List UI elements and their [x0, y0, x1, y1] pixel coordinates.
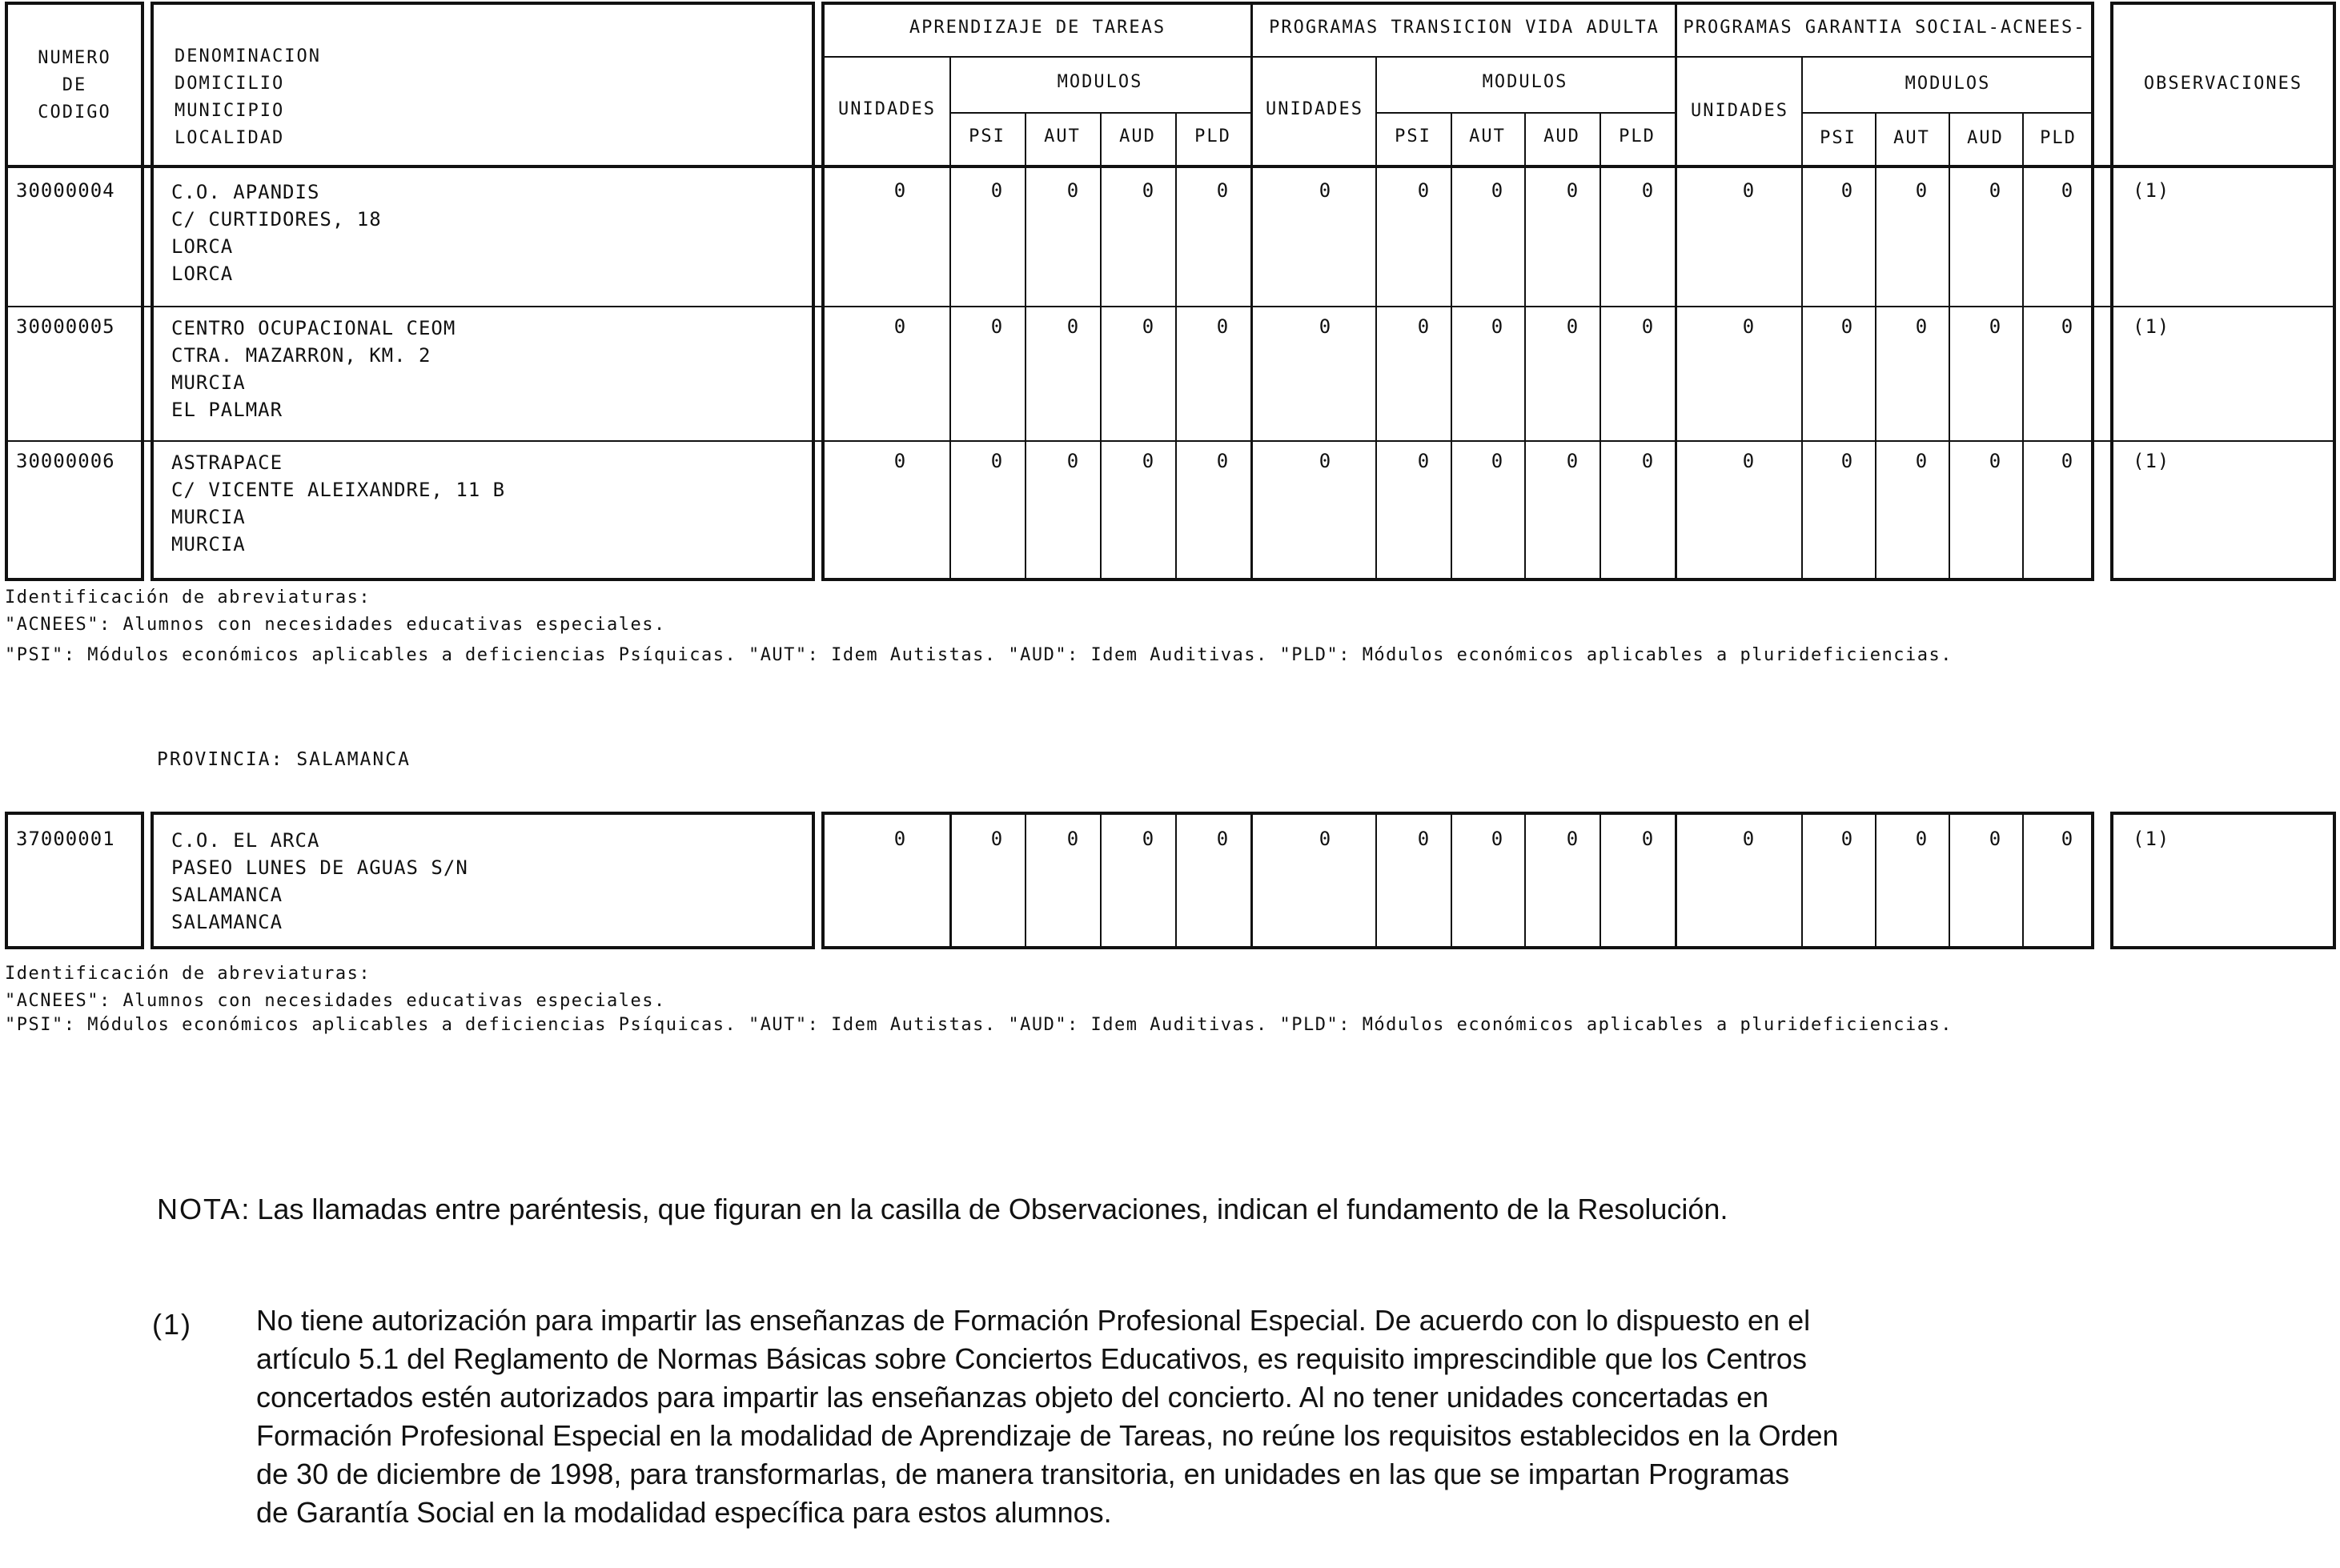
row-detail-line: MURCIA [171, 533, 246, 555]
row-value: 0 [1840, 179, 1853, 202]
module-col-divider [1875, 112, 1876, 581]
row-separator [5, 306, 2336, 307]
footnote-line: artículo 5.1 del Reglamento de Normas Básicas sobre Conciertos Educativos, es requisito imprescindible que los Centros [256, 1342, 1807, 1375]
module-col-divider [1451, 112, 1452, 581]
row-detail-line: ASTRAPACE [171, 451, 283, 474]
row-value: 0 [1491, 828, 1503, 850]
row-codigo: 30000006 [16, 450, 115, 472]
row-value: 0 [990, 179, 1003, 202]
row-detail-line: SALAMANCA [171, 884, 283, 906]
header-modulos: MODULOS [1905, 74, 1991, 94]
row-value: 0 [1989, 179, 2001, 202]
header-aut: AUT [1469, 126, 1506, 146]
row-value: 0 [1742, 450, 1755, 472]
row-value: 0 [1417, 315, 1430, 338]
row-observaciones: (1) [2133, 450, 2170, 472]
row-value: 0 [1915, 179, 1928, 202]
row-value: 0 [1641, 450, 1654, 472]
module-col-divider [2022, 112, 2024, 581]
module-col-divider [1100, 812, 1102, 949]
row-value: 0 [990, 828, 1003, 850]
row-value: 0 [1989, 315, 2001, 338]
module-col-divider [1875, 812, 1876, 949]
row-value: 0 [1491, 315, 1503, 338]
header-aut: AUT [1044, 126, 1081, 146]
row-value: 0 [1142, 450, 1154, 472]
footnote-line: de 30 de diciembre de 1998, para transformarlas, de manera transitoria, en unidades en las que se impartan Programas [256, 1458, 1790, 1490]
header-psi: PSI [1395, 126, 1431, 146]
footnote-line: Formación Profesional Especial en la modalidad de Aprendizaje de Tareas, no reúne los requisitos establecidos en la Orden [256, 1419, 1839, 1452]
module-col-divider [1175, 812, 1177, 949]
provincia-heading: PROVINCIA: SALAMANCA [157, 749, 411, 770]
row-value: 0 [1989, 450, 2001, 472]
row-value: 0 [1840, 828, 1853, 850]
row-value: 0 [1491, 450, 1503, 472]
group-divider [1675, 812, 1677, 949]
unidades-divider [1801, 812, 1803, 949]
header-unidades: UNIDADES [1691, 101, 1788, 121]
footnote-line: de Garantía Social en la modalidad específica para estos alumnos. [256, 1496, 1112, 1529]
row-value: 0 [1742, 315, 1755, 338]
row-value: 0 [1319, 828, 1331, 850]
row-value: 0 [1216, 315, 1229, 338]
row-detail-line: SALAMANCA [171, 911, 283, 933]
group-divider [1250, 2, 1253, 581]
header-unidades: UNIDADES [1266, 99, 1363, 119]
row-value: 0 [1319, 450, 1331, 472]
modulos-underline [1801, 112, 2094, 114]
row-value: 0 [1216, 179, 1229, 202]
header-aut: AUT [1893, 128, 1930, 148]
group-divider [1675, 2, 1677, 581]
group-title-aprendizaje: APRENDIZAJE DE TAREAS [909, 18, 1166, 38]
unidades-divider [949, 812, 952, 949]
header-denominacion: DENOMINACION DOMICILIO MUNICIPIO LOCALIDAD [175, 46, 321, 148]
row-value: 0 [2061, 315, 2073, 338]
row-value: 0 [1840, 315, 1853, 338]
module-col-divider [1949, 112, 1950, 581]
header-psi: PSI [969, 126, 1005, 146]
row-value: 0 [1641, 315, 1654, 338]
row-value: 0 [1066, 315, 1079, 338]
nota-text: : Las llamadas entre paréntesis, que figuran en la casilla de Observaciones, indican el fundamento de la Resolución. [241, 1193, 1728, 1225]
module-col-divider [1175, 112, 1177, 581]
row-value: 0 [893, 315, 906, 338]
header-aud: AUD [1543, 126, 1580, 146]
row-detail-line: C/ CURTIDORES, 18 [171, 208, 382, 231]
row-detail-line: CTRA. MAZARRON, KM. 2 [171, 344, 431, 367]
header-modulos: MODULOS [1057, 72, 1143, 92]
row-detail-line: CENTRO OCUPACIONAL CEOM [171, 317, 456, 339]
header-aud: AUD [1119, 126, 1156, 146]
row-detail-line: C.O. APANDIS [171, 181, 320, 203]
row-value: 0 [1417, 828, 1430, 850]
nota-paragraph [157, 1193, 1728, 1226]
abbreviations-title: Identificación de abreviaturas: [5, 587, 371, 608]
row-observaciones: (1) [2133, 179, 2170, 202]
row-detail-line: MURCIA [171, 371, 246, 394]
module-col-divider [1451, 812, 1452, 949]
row-value: 0 [1319, 315, 1331, 338]
row-value: 0 [1641, 828, 1654, 850]
row-value: 0 [1566, 828, 1579, 850]
row-detail-line: LORCA [171, 263, 234, 285]
row-value: 0 [1142, 828, 1154, 850]
abbreviation-acnees: "ACNEES": Alumnos con necesidades educativas especiales. [5, 991, 666, 1011]
row-value: 0 [1491, 179, 1503, 202]
row-value: 0 [1566, 179, 1579, 202]
row-value: 0 [990, 450, 1003, 472]
row-value: 0 [1142, 179, 1154, 202]
row-value: 0 [1915, 450, 1928, 472]
footnote-line: No tiene autorización para impartir las enseñanzas de Formación Profesional Especial. De acuerdo con lo dispuesto en el [256, 1304, 1811, 1337]
row-observaciones: (1) [2133, 828, 2170, 850]
row-detail-line: C/ VICENTE ALEIXANDRE, 11 B [171, 479, 506, 501]
header-modulos: MODULOS [1482, 72, 1568, 92]
header-pld: PLD [2040, 128, 2077, 148]
header-observaciones: OBSERVACIONES [2143, 74, 2303, 94]
module-col-divider [1599, 812, 1601, 949]
row-value: 0 [1417, 179, 1430, 202]
header-pld: PLD [1619, 126, 1656, 146]
row-detail-line: EL PALMAR [171, 399, 283, 421]
abbreviation-modules: "PSI": Módulos económicos aplicables a deficiencias Psíquicas. "AUT": Idem Autistas. "AUD": Idem Auditivas. "PLD": Módulos económicos aplicables a plurideficiencias. [5, 1015, 1953, 1035]
row-codigo: 30000005 [16, 315, 115, 338]
abbreviations-title: Identificación de abreviaturas: [5, 964, 371, 984]
row-value: 0 [893, 179, 906, 202]
module-col-divider [1100, 112, 1102, 581]
header-psi: PSI [1820, 128, 1856, 148]
row-separator [5, 440, 2336, 442]
row-detail-line: PASEO LUNES DE AGUAS S/N [171, 856, 468, 879]
row-value: 0 [1216, 828, 1229, 850]
row-value: 0 [1566, 450, 1579, 472]
module-col-divider [2022, 812, 2024, 949]
group-title-garantia: PROGRAMAS GARANTIA SOCIAL-ACNEES- [1683, 18, 2086, 38]
row-value: 0 [1840, 450, 1853, 472]
unidades-divider [1375, 812, 1377, 949]
header-aud: AUD [1967, 128, 2004, 148]
header-unidades: UNIDADES [838, 99, 936, 119]
row-value: 0 [1915, 315, 1928, 338]
row-value: 0 [1066, 179, 1079, 202]
row-codigo: 37000001 [16, 828, 115, 850]
module-col-divider [1025, 812, 1026, 949]
row-value: 0 [1915, 828, 1928, 850]
row-value: 0 [1566, 315, 1579, 338]
footnote-marker: (1) [152, 1308, 192, 1341]
abbreviation-acnees: "ACNEES": Alumnos con necesidades educativas especiales. [5, 615, 666, 635]
row-value: 0 [1066, 828, 1079, 850]
row-codigo: 30000004 [16, 179, 115, 202]
row-observaciones: (1) [2133, 315, 2170, 338]
group-divider [1250, 812, 1253, 949]
row-value: 0 [2061, 179, 2073, 202]
nota-label: NOTA [157, 1193, 242, 1225]
row-value: 0 [1742, 828, 1755, 850]
header-codigo: NUMERO DE CODIGO [38, 48, 111, 122]
row-detail-line: C.O. EL ARCA [171, 829, 320, 852]
abbreviation-modules: "PSI": Módulos económicos aplicables a deficiencias Psíquicas. "AUT": Idem Autistas. "AUD": Idem Auditivas. "PLD": Módulos económicos aplicables a plurideficiencias. [5, 645, 1953, 665]
group-title-transicion: PROGRAMAS TRANSICION VIDA ADULTA [1269, 18, 1660, 38]
header-separator [5, 165, 2336, 168]
row-detail-line: LORCA [171, 235, 234, 258]
module-col-divider [1025, 112, 1026, 581]
row-value: 0 [1319, 179, 1331, 202]
module-col-divider [1524, 112, 1526, 581]
row-detail-line: MURCIA [171, 506, 246, 528]
row-value: 0 [1742, 179, 1755, 202]
module-col-divider [1599, 112, 1601, 581]
row-value: 0 [990, 315, 1003, 338]
row-value: 0 [1216, 450, 1229, 472]
row-value: 0 [1417, 450, 1430, 472]
footnote-text [256, 1301, 1839, 1532]
row-value: 0 [893, 828, 906, 850]
module-col-divider [1524, 812, 1526, 949]
module-col-divider [1949, 812, 1950, 949]
footnote-line: concertados estén autorizados para impartir las enseñanzas objeto del concierto. Al no tener unidades concertadas en [256, 1381, 1769, 1414]
row-value: 0 [893, 450, 906, 472]
row-value: 0 [2061, 828, 2073, 850]
row-value: 0 [1142, 315, 1154, 338]
group-title-underline [821, 56, 2094, 58]
row-value: 0 [1066, 450, 1079, 472]
row-value: 0 [1641, 179, 1654, 202]
row-value: 0 [1989, 828, 2001, 850]
row-value: 0 [2061, 450, 2073, 472]
header-pld: PLD [1194, 126, 1231, 146]
